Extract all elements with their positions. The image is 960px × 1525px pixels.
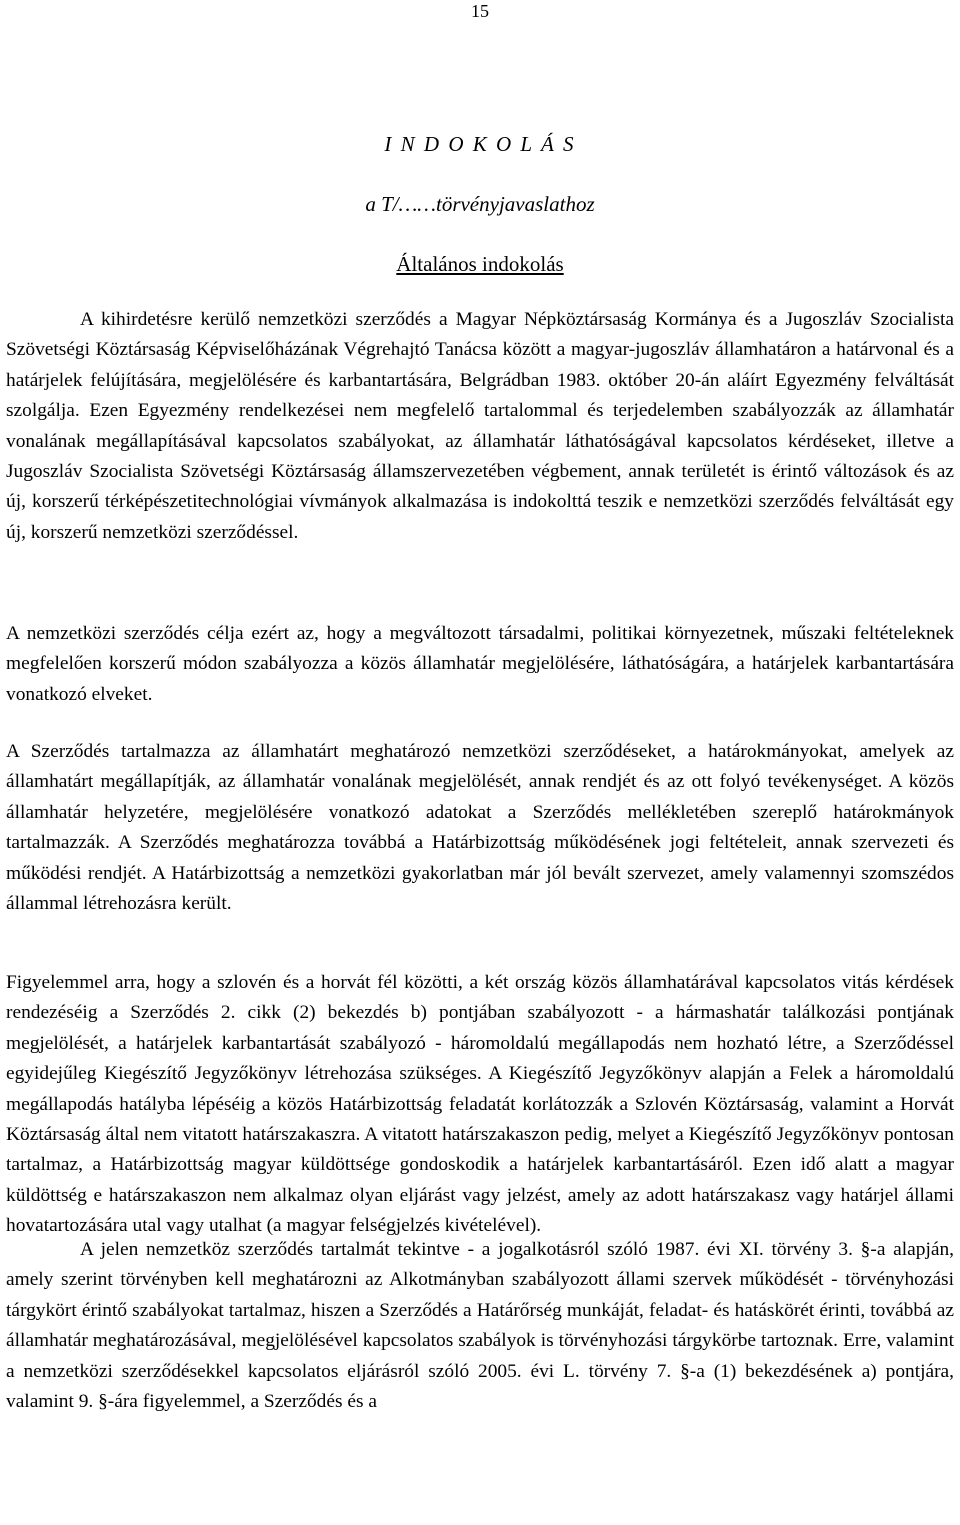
document-title: I N D O K O L Á S: [384, 132, 576, 156]
document-subtitle: a T/……törvényjavaslathoz: [365, 192, 595, 216]
paragraph-5: A jelen nemzetköz szerződés tartalmát tekintve - a jogalkotásról szóló 1987. évi XI. törvény 3. §-a alapján, amely szerint törvényben kell meghatározni az Alkotmányban szabályozott állami szervek működését - törvényhozási tárgykört érintő szabályokat tartalmaz, hiszen a Szerződés a Határőrség munkáját, feladat- és hatáskörét érinti, továbbá az államhatár meghatározásával, megjelölésével kapcsolatos szabályok is törvényhozási tárgykörbe tartoznak. Erre, valamint a nemzetközi szerződésekkel kapcsolatos eljárásról szóló 2005. évi L. törvény 7. §-a (1) bekezdésének a) pontjára, valamint 9. §-ára figyelemmel, a Szerződés és a: [6, 1239, 954, 1413]
paragraph-4: Figyelemmel arra, hogy a szlovén és a horvát fél közötti, a két ország közös államhatárával kapcsolatos vitás kérdések rendezéséig a Szerződés 2. cikk (2) bekezdés b) pontjában szabályozott - a hármashatár találkozási pontjának megjelölését, a határjelek karbantartását szabályozó - háromoldalú megállapodás nem hozható létre, a Szerződéssel egyidejűleg Kiegészítő Jegyzőkönyv létrehozása szükséges. A Kiegészítő Jegyzőkönyv alapján a Felek a háromoldalú megállapodás hatályba lépéséig a közös Határbizottság feladatát korlátozzák a Szlovén Köztársaság, valamint a Horvát Köztársaság által nem vitatott határszakaszra. A vitatott határszakaszon pedig, melyet a Kiegészítő Jegyzőkönyv pontosan tartalmaz, a Határbizottság magyar küldöttsége gondoskodik a határjelek karbantartásáról. Ezen idő alatt a magyar küldöttség e határszakaszon nem alkalmaz olyan eljárást vagy jelzést, amely az adott határszakasz vagy határjel állami hovatartozására utal vagy utalhat (a magyar felségjelzés kivételével).: [6, 972, 954, 1237]
section-heading: Általános indokolás: [396, 252, 564, 276]
paragraph-3: A Szerződés tartalmazza az államhatárt meghatározó nemzetközi szerződéseket, a határokmányokat, amelyek az államhatárt megállapítják, az államhatár vonalának megjelölését, annak rendjét és az ott folyó tevékenységet. A közös államhatár helyzetére, megjelölésére vonatkozó adatokat a Szerződés mellékletében szereplő határokmányok tartalmazzák. A Szerződés meghatározza továbbá a Határbizottság működésének jogi feltételeit, annak szervezeti és működési rendjét. A Határbizottság a nemzetközi gyakorlatban már jól bevált szervezet, amely valamennyi szomszédos állammal létrehozásra került.: [6, 741, 954, 915]
page-number: 15: [471, 1, 489, 21]
paragraph-1: A kihirdetésre kerülő nemzetközi szerződés a Magyar Népköztársaság Kormánya és a Jugoszláv Szocialista Szövetségi Köztársaság Képviselőházának Végrehajtó Tanácsa között a magyar-jugoszláv államhatáron a határvonal és a határjelek felújítására, megjelölésére és karbantartására, Belgrádban 1983. október 20-án aláírt Egyezmény felváltását szolgálja. Ezen Egyezmény rendelkezései nem megfelelő tartalommal és terjedelemben szabályozzák az államhatár vonalának megállapításával kapcsolatos szabályokat, az államhatár láthatóságával kapcsolatos kérdéseket, illetve a Jugoszláv Szocialista Szövetségi Köztársaság államszervezetében végbement, annak területét is érintő változások és az új, korszerű térképészetitechnológiai vívmányok alkalmazása is indokolttá teszik e nemzetközi szerződés felváltását egy új, korszerű nemzetközi szerződéssel.: [6, 309, 954, 543]
paragraph-2: A nemzetközi szerződés célja ezért az, hogy a megváltozott társadalmi, politikai környezetnek, műszaki feltételeknek megfelelően korszerű módon szabályozza a közös államhatár megjelölésére, láthatóságára, a határjelek karbantartására vonatkozó elveket.: [6, 623, 954, 705]
